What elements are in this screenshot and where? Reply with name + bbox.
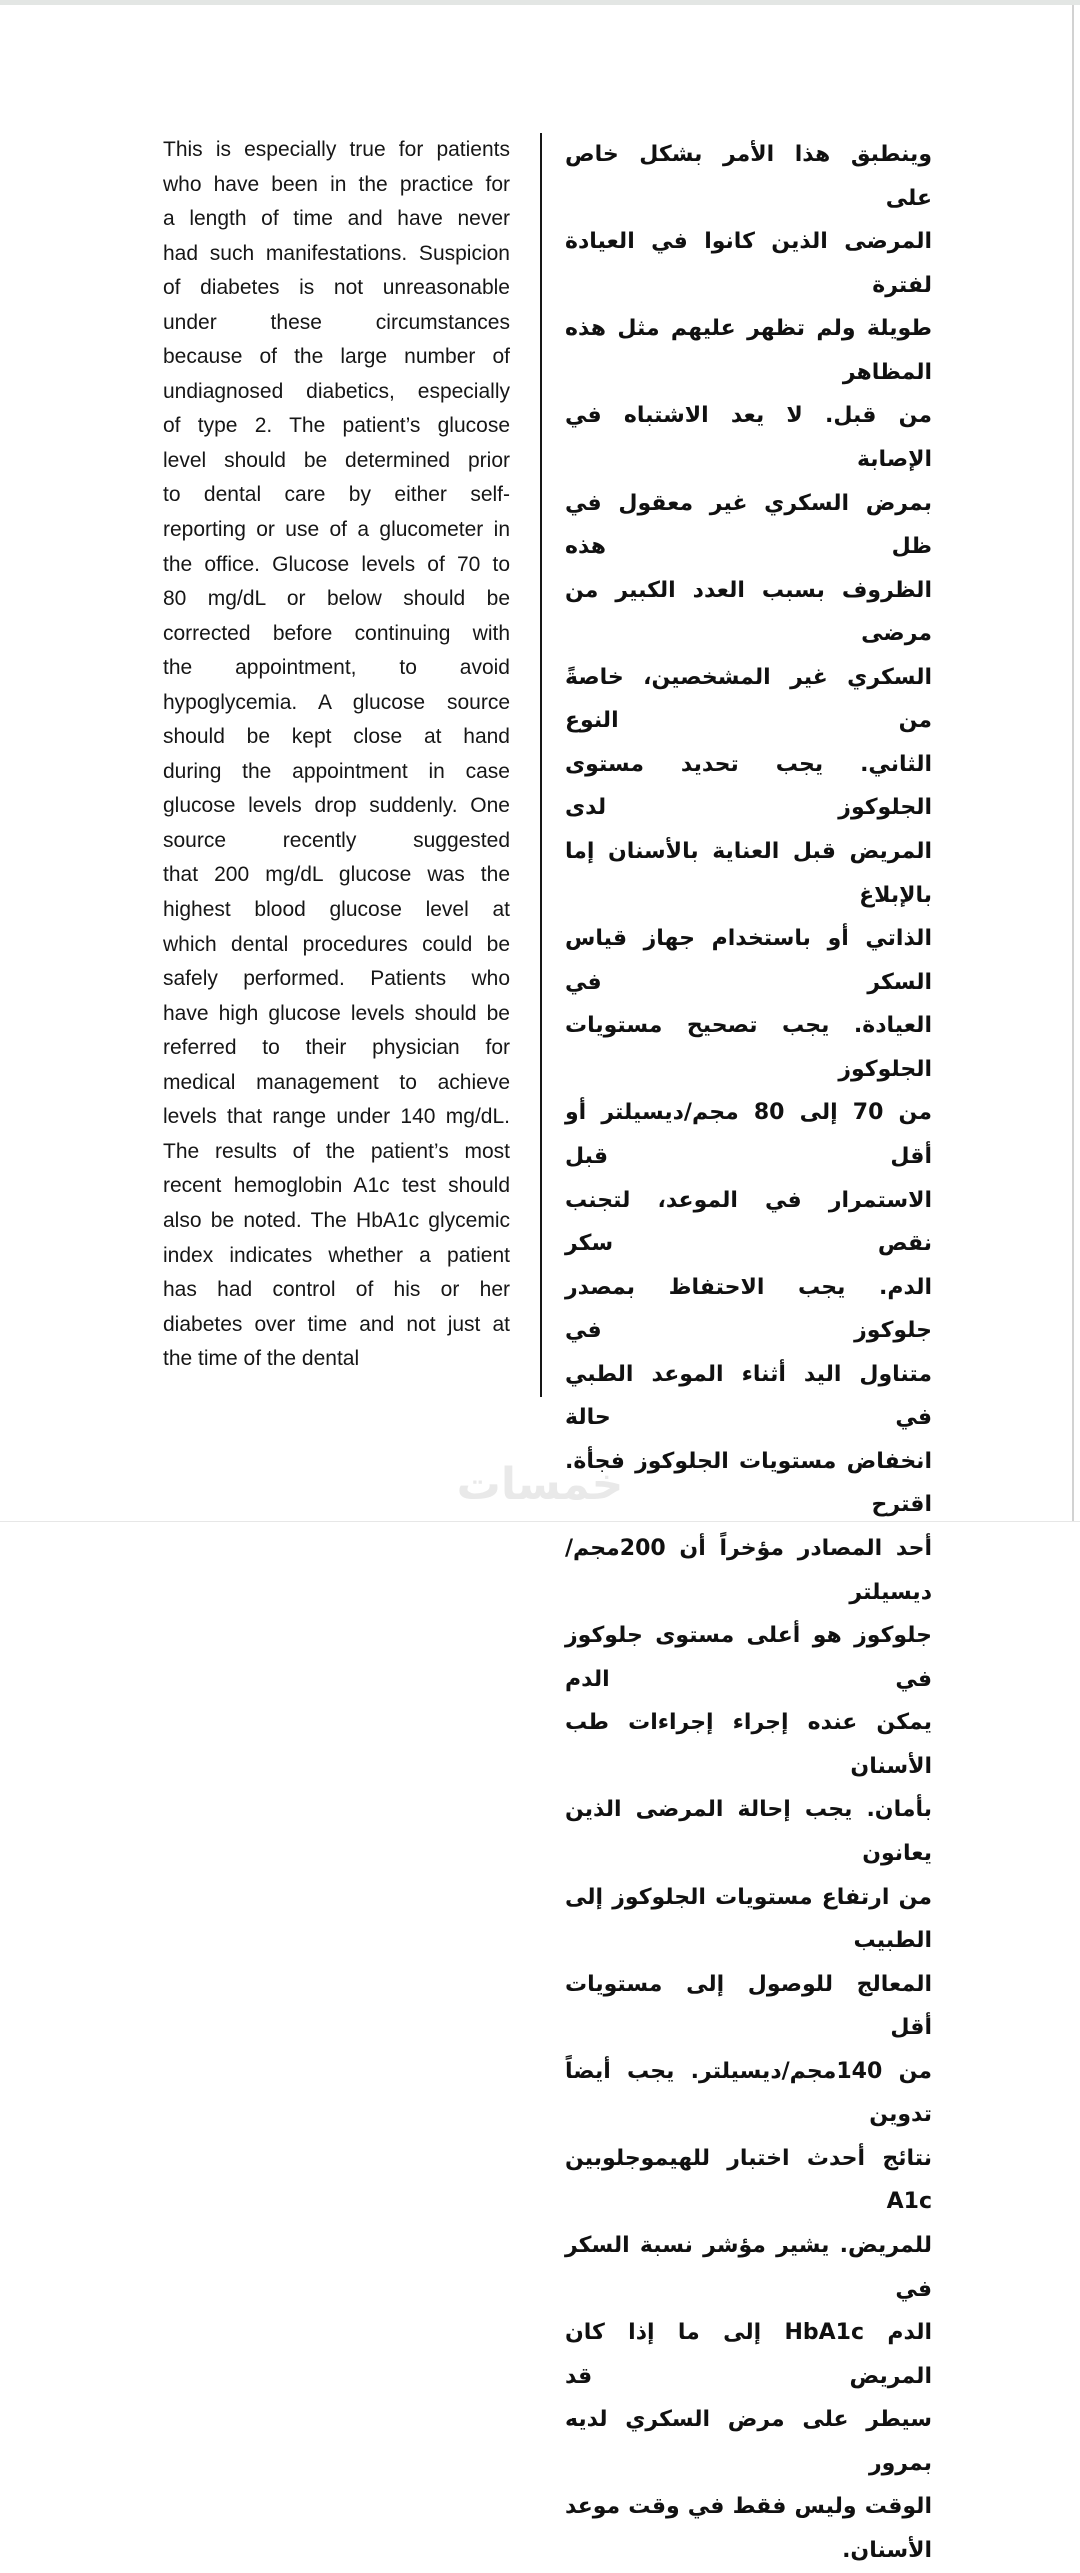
- text-line: that 200 mg/dL glucose was the: [163, 863, 510, 887]
- text-line: has had control of his or her: [163, 1278, 510, 1302]
- text-line: الظروف بسبب العدد الكبير من مرضى: [565, 577, 932, 647]
- text-line: المريض قبل العناية بالأسنان إما بالإبلاغ: [565, 839, 932, 908]
- text-line: The results of the patient’s most: [163, 1139, 510, 1163]
- page-bottom-edge: [0, 1521, 1080, 1522]
- text-line: الدم HbA1c إلى ما إذا كان المريض قد: [565, 2320, 932, 2389]
- text-line: الاستمرار في الموعد، لتجنب نقص سكر: [565, 1187, 932, 1257]
- english-text-column: [163, 133, 510, 1377]
- text-line: levels that range under 140 mg/dL.: [163, 1105, 510, 1129]
- text-line: index indicates whether a patient: [163, 1243, 510, 1267]
- text-line: سيطر على مرض السكري لديه بمرور: [565, 2407, 932, 2476]
- text-line: من قبل. لا يعد الاشتباه في الإصابة: [565, 403, 932, 472]
- text-line: have high glucose levels should be: [163, 1001, 510, 1025]
- text-line: should be kept close at hand: [163, 725, 510, 749]
- text-line: reporting or use of a glucometer in: [163, 518, 510, 542]
- text-line: referred to their physician for: [163, 1036, 510, 1060]
- text-line: recent hemoglobin A1c test should: [163, 1174, 510, 1198]
- text-line: يمكن عنده إجراء إجراءات طب الأسنان: [565, 1710, 932, 1779]
- text-line: 80 mg/dL or below should be: [163, 587, 510, 611]
- text-line: the appointment, to avoid: [163, 656, 510, 680]
- text-line: medical management to achieve: [163, 1070, 510, 1094]
- text-line: This is especially true for patients: [163, 138, 510, 161]
- text-line: a length of time and have never: [163, 207, 510, 231]
- text-line: during the appointment in case: [163, 759, 510, 783]
- text-line: because of the large number of: [163, 345, 510, 369]
- text-line: من ارتفاع مستويات الجلوكوز إلى الطبيب: [565, 1884, 932, 1954]
- text-line: نتائج أحدث اختبار للهيموجلوبين A1c: [565, 2145, 932, 2215]
- text-line: safely performed. Patients who: [163, 967, 510, 991]
- text-line: المعالج للوصول إلى مستويات أقل: [565, 1971, 932, 2041]
- text-line: متناول اليد أثناء الموعد الطبي في حالة: [565, 1361, 932, 1431]
- text-line: السكري غير المشخصين، خاصةً من النوع: [565, 664, 932, 734]
- text-line: the time of the dental: [163, 1347, 360, 1371]
- page-right-edge: [1072, 5, 1074, 1521]
- text-line: who have been in the practice for: [163, 172, 510, 196]
- text-line: level should be determined prior: [163, 448, 510, 472]
- text-line: undiagnosed diabetics, especially: [163, 379, 510, 403]
- khamsat-watermark: خمسات: [456, 1459, 624, 1510]
- column-divider: [540, 133, 542, 1397]
- text-line: الذاتي أو باستخدام جهاز قياس السكر في: [565, 926, 932, 995]
- text-line: highest blood glucose level at: [163, 898, 510, 922]
- text-line: المرضى الذين كانوا في العيادة لفترة: [565, 229, 932, 298]
- text-line: الثاني. يجب تحديد مستوى الجلوكوز لدى: [565, 751, 932, 821]
- text-line: which dental procedures could be: [163, 932, 510, 956]
- text-line: من 140مجم/ديسيلتر. يجب أيضاً تدوين: [565, 2058, 932, 2128]
- text-line: glucose levels drop suddenly. One: [163, 794, 510, 818]
- text-line: diabetes over time and not just at: [163, 1312, 510, 1336]
- text-line: من 70 إلى 80 مجم/ديسيلتر أو أقل قبل: [565, 1100, 932, 1169]
- text-line: أحد المصادر مؤخراً أن 200مجم/ديسيلتر: [565, 1536, 932, 1605]
- text-line: hypoglycemia. A glucose source: [163, 690, 510, 714]
- text-line: للمريض. يشير مؤشر نسبة السكر في: [565, 2233, 932, 2302]
- text-line: بأمان. يجب إحالة المرضى الذين يعانون: [565, 1797, 932, 1866]
- text-line: بمرض السكري غير معقول في ظل هذه: [565, 490, 932, 560]
- arabic-text-column: [565, 133, 932, 2573]
- text-line: الدم. يجب الاحتفاظ بمصدر جلوكوز في: [565, 1274, 932, 1344]
- text-line: source recently suggested: [163, 828, 510, 852]
- text-line: had such manifestations. Suspicion: [163, 241, 510, 265]
- text-line: to dental care by either self-: [163, 483, 510, 507]
- text-line: corrected before continuing with: [163, 621, 510, 645]
- text-line: العيادة. يجب تصحيح مستويات الجلوكوز: [565, 1013, 932, 1082]
- text-line: under these circumstances: [163, 310, 510, 334]
- text-line: the office. Glucose levels of 70 to: [163, 552, 510, 576]
- text-line: جلوكوز هو أعلى مستوى جلوكوز في الدم: [565, 1623, 932, 1692]
- page-top-edge: [0, 0, 1080, 5]
- text-line: of diabetes is not unreasonable: [163, 276, 510, 300]
- text-line: of type 2. The patient’s glucose: [163, 414, 510, 438]
- text-line: الوقت وليس فقط في وقت موعد الأسنان.: [565, 2494, 932, 2563]
- text-line: also be noted. The HbA1c glycemic: [163, 1208, 510, 1232]
- text-line: طويلة ولم تظهر عليهم مثل هذه المظاهر: [565, 316, 932, 385]
- text-line: وينطبق هذا الأمر بشكل خاص على: [565, 142, 932, 211]
- text-line: انخفاض مستويات الجلوكوز فجأة. اقترح: [565, 1448, 932, 1518]
